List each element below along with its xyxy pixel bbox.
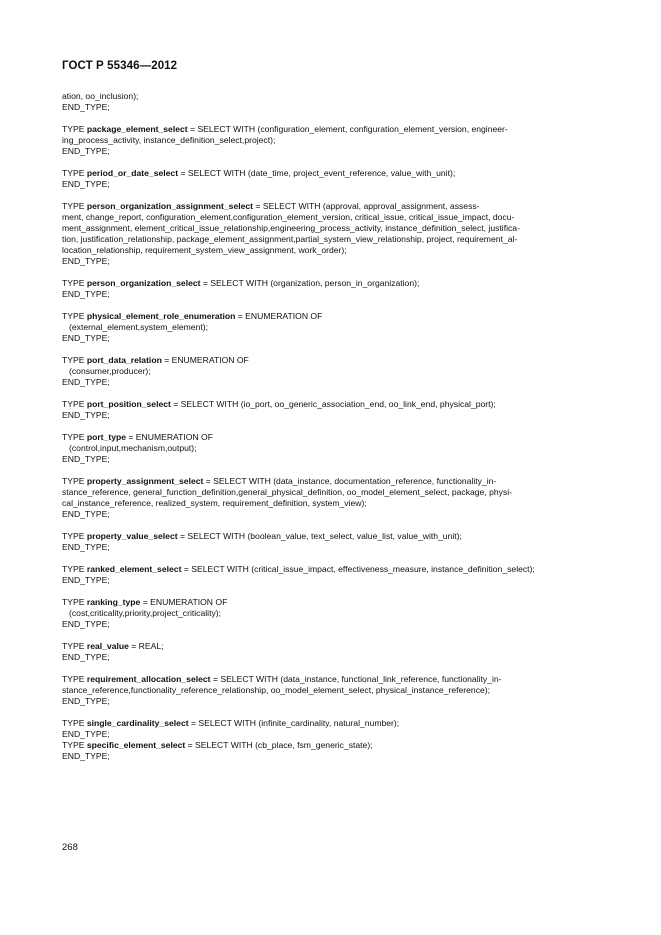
type-declaration bbox=[62, 641, 607, 663]
code-line: ing_process_activity, instance_definition_select,project); bbox=[62, 135, 276, 145]
enumeration-values: (cost,criticality,priority,project_criticality); bbox=[69, 608, 222, 618]
type-definition: = ENUMERATION OF bbox=[140, 597, 228, 607]
type-name: ranked_element_select bbox=[86, 564, 182, 574]
type-definition: = SELECT WITH (boolean_value, text_select, value_list, value_with_unit); bbox=[177, 531, 462, 541]
type-name: period_or_date_select bbox=[86, 168, 179, 178]
type-name: port_data_relation bbox=[86, 355, 162, 365]
type-keyword: TYPE bbox=[62, 168, 87, 178]
type-name: port_position_select bbox=[86, 399, 171, 409]
end-type-line: END_TYPE; bbox=[62, 256, 110, 266]
type-definition: = SELECT WITH (organization, person_in_organization); bbox=[200, 278, 420, 288]
end-type-line: END_TYPE; bbox=[62, 333, 110, 343]
type-name: property_assignment_select bbox=[86, 476, 204, 486]
type-name: ranking_type bbox=[86, 597, 141, 607]
type-declaration bbox=[62, 311, 607, 344]
code-line: tion, justification_relationship, package_element_assignment,partial_system_view_relationship, project, requirement_al- bbox=[62, 234, 518, 244]
type-keyword: TYPE bbox=[62, 399, 87, 409]
type-definition: = ENUMERATION OF bbox=[126, 432, 213, 442]
type-declaration bbox=[62, 432, 607, 465]
type-declaration bbox=[62, 399, 607, 421]
type-declaration bbox=[62, 476, 607, 520]
end-type-line: END_TYPE; bbox=[62, 696, 110, 706]
code-line: cal_instance_reference, realized_system, requirement_definition, system_view); bbox=[62, 498, 367, 508]
type-definition: = SELECT WITH (configuration_element, configuration_element_version, engineer- bbox=[187, 124, 508, 134]
type-definition: = SELECT WITH (cb_place, fsm_generic_state); bbox=[185, 740, 373, 750]
end-type-line: END_TYPE; bbox=[62, 146, 110, 156]
type-declaration bbox=[62, 740, 607, 762]
type-name: package_element_select bbox=[86, 124, 188, 134]
type-definition: = REAL; bbox=[128, 641, 164, 651]
code-line: ment, change_report, configuration_element,configuration_element_version, critical_issue, critical_issue_impact, docu- bbox=[62, 212, 515, 222]
type-name: person_organization_select bbox=[86, 278, 201, 288]
document-standard-header: ГОСТ Р 55346—2012 bbox=[62, 60, 178, 72]
type-name: physical_element_role_enumeration bbox=[86, 311, 236, 321]
end-type-line: END_TYPE; bbox=[62, 575, 110, 585]
end-type-line: END_TYPE; bbox=[62, 102, 110, 112]
code-line: ation, oo_inclusion); bbox=[62, 91, 139, 101]
end-type-line: END_TYPE; bbox=[62, 619, 110, 629]
code-line: ment_assignment, element_critical_issue_relationship,engineering_process_activity, instance_definition_select, justifica- bbox=[62, 223, 520, 233]
type-definition: = ENUMERATION OF bbox=[161, 355, 249, 365]
type-keyword: TYPE bbox=[62, 641, 87, 651]
type-keyword: TYPE bbox=[62, 476, 87, 486]
code-line: location_relationship, requirement_system_view_assignment, work_order); bbox=[62, 245, 347, 255]
type-name: port_type bbox=[86, 432, 126, 442]
type-keyword: TYPE bbox=[62, 674, 87, 684]
type-name: property_value_select bbox=[86, 531, 178, 541]
continuation-block bbox=[62, 91, 607, 113]
end-type-line: END_TYPE; bbox=[62, 509, 110, 519]
type-definition: = SELECT WITH (approval, approval_assignment, assess- bbox=[253, 201, 480, 211]
type-definition: = SELECT WITH (critical_issue_impact, effectiveness_measure, instance_definition_select); bbox=[181, 564, 535, 574]
type-definition: = SELECT WITH (data_instance, functional_link_reference, functionality_in- bbox=[210, 674, 502, 684]
enumeration-values: (external_element,system_element); bbox=[69, 322, 208, 332]
end-type-line: END_TYPE; bbox=[62, 377, 110, 387]
type-keyword: TYPE bbox=[62, 124, 87, 134]
end-type-line: END_TYPE; bbox=[62, 410, 110, 420]
type-keyword: TYPE bbox=[62, 597, 87, 607]
type-definition: = SELECT WITH (date_time, project_event_reference, value_with_unit); bbox=[178, 168, 456, 178]
type-keyword: TYPE bbox=[62, 355, 87, 365]
type-keyword: TYPE bbox=[62, 278, 87, 288]
type-definition: = ENUMERATION OF bbox=[235, 311, 323, 321]
end-type-line: END_TYPE; bbox=[62, 652, 110, 662]
type-name: specific_element_select bbox=[86, 740, 186, 750]
type-declaration bbox=[62, 597, 607, 630]
enumeration-values: (consumer,producer); bbox=[69, 366, 151, 376]
type-name: single_cardinality_select bbox=[86, 718, 189, 728]
type-declaration bbox=[62, 564, 607, 586]
type-keyword: TYPE bbox=[62, 740, 87, 750]
code-line: stance_reference, general_function_definition,general_physical_definition, oo_model_element_select, package, physi- bbox=[62, 487, 513, 497]
type-definition: = SELECT WITH (data_instance, documentation_reference, functionality_in- bbox=[203, 476, 497, 486]
end-type-line: END_TYPE; bbox=[62, 729, 110, 739]
type-declaration bbox=[62, 278, 607, 300]
type-keyword: TYPE bbox=[62, 531, 87, 541]
type-keyword: TYPE bbox=[62, 311, 87, 321]
type-declaration bbox=[62, 168, 607, 190]
code-line: stance_reference,functionality_reference_relationship, oo_model_element_select, physical_instance_reference); bbox=[62, 685, 491, 695]
type-keyword: TYPE bbox=[62, 201, 87, 211]
enumeration-values: (control,input,mechanism,output); bbox=[69, 443, 197, 453]
end-type-line: END_TYPE; bbox=[62, 454, 110, 464]
type-declaration bbox=[62, 201, 607, 267]
type-declaration bbox=[62, 124, 607, 157]
end-type-line: END_TYPE; bbox=[62, 179, 110, 189]
type-declaration bbox=[62, 531, 607, 553]
type-declaration bbox=[62, 674, 607, 707]
type-declaration bbox=[62, 718, 607, 740]
type-keyword: TYPE bbox=[62, 718, 87, 728]
end-type-line: END_TYPE; bbox=[62, 289, 110, 299]
type-name: real_value bbox=[86, 641, 129, 651]
type-name: requirement_allocation_select bbox=[86, 674, 211, 684]
express-schema-listing bbox=[62, 91, 607, 773]
type-definition: = SELECT WITH (io_port, oo_generic_association_end, oo_link_end, physical_port); bbox=[170, 399, 496, 409]
page-number: 268 bbox=[62, 842, 78, 853]
end-type-line: END_TYPE; bbox=[62, 751, 110, 761]
type-definition: = SELECT WITH (infinite_cardinality, natural_number); bbox=[188, 718, 400, 728]
end-type-line: END_TYPE; bbox=[62, 542, 110, 552]
type-keyword: TYPE bbox=[62, 432, 87, 442]
type-keyword: TYPE bbox=[62, 564, 87, 574]
type-name: person_organization_assignment_select bbox=[86, 201, 254, 211]
type-declaration bbox=[62, 355, 607, 388]
